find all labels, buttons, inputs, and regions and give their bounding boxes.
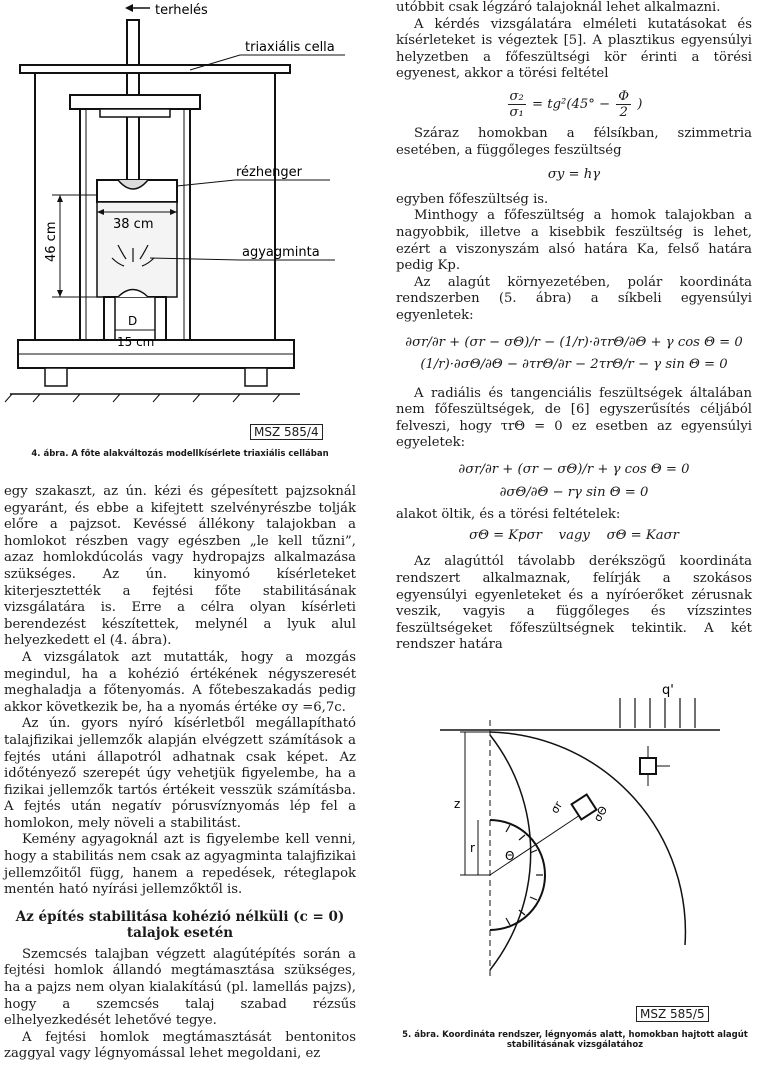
left-paragraph-2: A vizsgálatok azt mutatták, hogy a mozgás megindul, ha a kohézió értékének négyszeresét meghaladja a főtenyomás. A főtebeszakadás pedig akkor következik be, ha a nyomás értéke σy =6,7c. (4, 649, 356, 715)
figure-4 (0, 0, 370, 460)
label-rezhenger: rézhenger (236, 165, 302, 180)
left-paragraph-1: egy szakaszt, az ún. kézi és gépesített pajzsoknál egyaránt, és ebbe a kifejtett szelvényrészbe tolják előre a pajzsot. Kevéssé állékony talajokban a homlokot részben vagy egészben „le kell tűzni”, azaz homlokdúcolás vagy hydropajzs alkalmazása szükséges. Az ún. kinyomó kísérleteket kiterjesztették a fejtési főte stabilitásának vizsgálatára is. Erre a célra olyan kísérleti berendezést készítettek, melynél a lyuk alul helyezkedett el (4. ábra). (4, 484, 356, 649)
left-column (4, 484, 356, 1063)
right-column (396, 0, 752, 654)
right-paragraph-6: Az alagút környezetében, polár koordináta rendszerben (5. ábra) a síkbeli egyensúlyi egyenletek: (396, 274, 752, 323)
eq1-rhs-denominator: 2 (619, 104, 628, 120)
equation-5: ∂σr/∂r + (σr − σΘ)/r + γ cos Θ = 0 (458, 462, 690, 478)
eq1-rhs-numerator: Φ (618, 88, 630, 104)
label-theta: Θ (505, 849, 515, 863)
eq1-rhs-post: ) (637, 96, 643, 112)
right-paragraph-1: utóbbit csak légzáró talajoknál lehet alkalmazni. (396, 0, 721, 15)
right-paragraph-7: A radiális és tangenciális feszültségek általában nem főfeszültségek, de [6] egyszerűsítés céljából felveszi, hogy τrΘ = 0 ez esetben az egyensúlyi egyeletek: (396, 385, 752, 451)
right-paragraph-2: A kérdés vizsgálatára elméleti kutatásokat és kísérleteket is végeztek [5]. A plasztikus egyensúlyi helyzetben a főfeszültségi kör érinti a törési egyenest, akkor a törési feltétel (396, 16, 752, 82)
right-paragraph-8: alakot öltik, és a törési feltételek: (396, 507, 621, 523)
eq1-lhs-numerator: σ₂ (509, 88, 524, 104)
label-r: r (470, 841, 475, 855)
equation-7: σΘ = Kpσr vagy σΘ = Kaσr (469, 527, 679, 543)
eq1-rhs-pre: = tg²(45° − (532, 96, 611, 112)
figure-4-caption: 4. ábra. A főte alakváltozás modellkísérlete triaxiális cellában (31, 449, 329, 459)
right-paragraph-5: Minthogy a főfeszültség a homok talajokban a nagyobbik, illetve a kisebbik feszültség is lehet, ezért a viszonyszám alsó határa Ka, felső határa pedig Kp. (396, 208, 752, 274)
right-paragraph-3: Száraz homokban a félsíkban, szimmetria esetében, a függőleges feszültség (396, 125, 752, 158)
tunnel-coordinate-drawing (420, 680, 750, 1000)
label-z: z (454, 797, 461, 811)
eq1-lhs-denominator: σ₁ (509, 104, 524, 120)
figure-5-caption: 5. ábra. Koordináta rendszer, légnyomás alatt, homokban hajtott alagút stabilitásának vizsgálatához (402, 1030, 748, 1050)
label-sigma-theta: σΘ (591, 803, 611, 824)
figure-4-stamp: MSZ 585/4 (250, 424, 323, 440)
label-q: q' (662, 683, 674, 698)
left-paragraph-6: A fejtési homlok megtámasztását bentonitos zaggyal vagy légnyomással lehet megoldani, ez (4, 1029, 356, 1062)
label-terheles: terhelés (155, 3, 208, 18)
figure-5 (420, 680, 750, 1050)
left-paragraph-3: Az ún. gyors nyíró kísérletből megállapítható talajfizikai jellemzők alapján elvégzett számítások a fejtés utáni állapotról adhatnak csak képet. Az időtényező szerepét úgy vehetjük figyelembe, ha a fizikai jellemzők tartós értékeit vesszük számításba. A fejtés után negatív pórusvíznyomás lép fel a homlokon, mely növeli a stabilitást. (4, 716, 356, 831)
figure-5-stamp: MSZ 585/5 (636, 1006, 709, 1022)
section-heading: Az építés stabilitása kohézió nélküli (c = 0) talajok esetén (15, 908, 345, 941)
label-sigma-r: σr (548, 799, 566, 816)
label-d: D (128, 314, 138, 328)
equation-3: ∂σr/∂r + (σr − σΘ)/r − (1/r)·∂τrΘ/∂Θ + γ cos Θ = 0 (405, 334, 743, 350)
label-46cm: 46 cm (44, 221, 59, 262)
triaxial-cell-drawing (0, 0, 370, 420)
left-paragraph-4: Kemény agyagoknál azt is figyelembe kell venni, hogy a stabilitás nem csak az agyagminta talajfizikai jellemzőitől függ, hanem a repedések, réteglapok mentén ható nyírási jellemzőktől is. (4, 832, 356, 898)
equation-6: ∂σΘ/∂Θ − rγ sin Θ = 0 (499, 484, 649, 500)
left-paragraph-5: Szemcsés talajban végzett alagútépítés során a fejtési homlok állandó megtámasztása szükséges, ha a pajzs nem olyan kialakítású (pl. lamellás pajzs), hogy a szemcsés talaj szabad rézsűs elhelyezkedését lehetővé tegye. (4, 946, 356, 1029)
equation-4: (1/r)·∂σΘ/∂Θ − ∂τrΘ/∂r − 2τrΘ/r − γ sin Θ = 0 (420, 357, 728, 373)
label-agyagminta: agyagminta (242, 245, 320, 260)
label-15cm: 15 cm (117, 335, 155, 349)
label-38cm: 38 cm (113, 217, 154, 232)
equation-1 (396, 89, 752, 120)
equation-2: σy = hγ (547, 167, 601, 183)
label-cella: triaxiális cella (245, 40, 335, 55)
right-paragraph-4: egyben főfeszültség is. (396, 191, 549, 207)
right-paragraph-9: Az alagúttól távolabb derékszögű koordináta rendszert alkalmaznak, felírják a szokásos egyensúlyi egyenleteket és a nyíróerőket zérusnak veszik, vagyis a függőleges és vízszintes feszültségeket főfeszültségnek tekintik. A két rendszer határa (396, 554, 752, 653)
